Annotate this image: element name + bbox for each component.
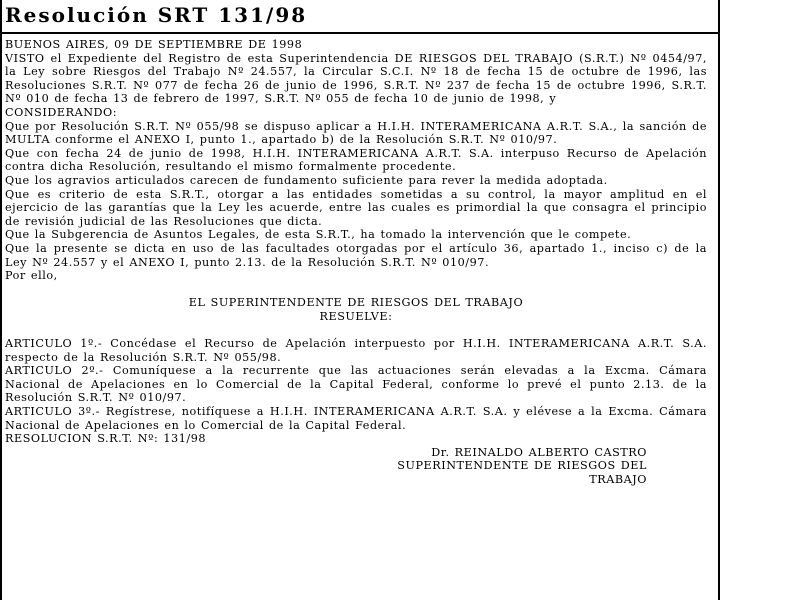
resuelve-heading: RESUELVE: (319, 309, 393, 323)
paragraph-visto: VISTO el Expediente del Registro de esta Superintendencia DE RIESGOS DEL TRABAJO (S.R.T.) Nº 0454/97, la Ley sobre Riesgos del Trabajo Nº 24.557, la Circular S.C.I. Nº 18 de fecha 15 de octubre de 1996, las Resoluciones S.R.T. Nº 077 de fecha 26 de junio de 1996, S.R.T. Nº 237 de fecha 15 de octubre 1996, S.R.T. Nº 010 de fecha 13 de febrero de 1997, S.R.T. Nº 055 de fecha 10 de junio de 1998, y (5, 51, 707, 106)
date-line: BUENOS AIRES, 09 DE SEPTIEMBRE DE 1998 (5, 38, 303, 51)
paragraph-considerando-3: Que los agravios articulados carecen de fundamento suficiente para rever la medida adoptada. (5, 173, 608, 187)
document-body (5, 38, 707, 487)
paragraph-considerando-1: Que por Resolución S.R.T. Nº 055/98 se dispuso aplicar a H.I.H. INTERAMERICANA A.R.T. S.A., la sanción de MULTA conforme el ANEXO I, punto 1., apartado b) de la Resolución S.R.T. Nº 010/97. (5, 119, 707, 147)
resolution-number: RESOLUCION S.R.T. Nº: 131/98 (5, 432, 207, 446)
paragraph-considerando-5: Que la Subgerencia de Asuntos Legales, de esta S.R.T., ha tomado la intervención que le compete. (5, 228, 632, 242)
article-1: ARTICULO 1º.- Concédase el Recurso de Apelación interpuesto por H.I.H. INTERAMERICANA A.R.T. S.A. respecto de la Resolución S.R.T. Nº 055/98. (5, 337, 707, 364)
document-title: Resolución SRT 131/98 (5, 3, 308, 27)
spacer (5, 323, 707, 337)
paragraph-considerando: CONSIDERANDO: (5, 105, 118, 119)
signature-title-line1: SUPERINTENDENTE DE RIESGOS DEL (397, 459, 647, 473)
signature-title-line2: TRABAJO (589, 473, 647, 486)
paragraph-considerando-6: Que la presente se dicta en uso de las facultades otorgadas por el artículo 36, apartado 1., inciso c) de la Ley Nº 24.557 y el ANEXO I, punto 2.13. de la Resolución S.R.T. Nº 010/97. (5, 241, 707, 269)
title-rule (0, 32, 720, 34)
spacer (5, 283, 707, 297)
article-2: ARTICULO 2º.- Comuníquese a la recurrente que las actuaciones serán elevadas a la Excma. Cámara Nacional de Apelaciones en lo Comercial de la Capital Federal, conforme lo prevé el punto 2.13. de la Resolución S.R.T. Nº 010/97. (5, 364, 707, 405)
paragraph-considerando-2: Que con fecha 24 de junio de 1998, H.I.H. INTERAMERICANA A.R.T. S.A. interpuso Recurso de Apelación contra dicha Resolución, resultando el mismo formalmente procedente. (5, 146, 707, 174)
paragraph-por-ello: Por ello, (5, 269, 58, 283)
signature-block (5, 446, 707, 487)
resolution-heading: EL SUPERINTENDENTE DE RIESGOS DEL TRABAJO (188, 296, 524, 310)
signature-name: Dr. REINALDO ALBERTO CASTRO (431, 445, 647, 459)
paragraph-considerando-4: Que es criterio de esta S.R.T., otorgar a las entidades sometidas a su control, la mayor amplitud en el ejercicio de las garantías que la Ley les acuerde, entre las cuales es primordial la que consagra el principio de revisión judicial de las Resoluciones que dicta. (5, 187, 707, 228)
article-3: ARTICULO 3º.- Regístrese, notifíquese a H.I.H. INTERAMERICANA A.R.T. S.A. y elévese a la Excma. Cámara Nacional de Apelaciones en lo Comercial de la Capital Federal. (5, 405, 707, 432)
